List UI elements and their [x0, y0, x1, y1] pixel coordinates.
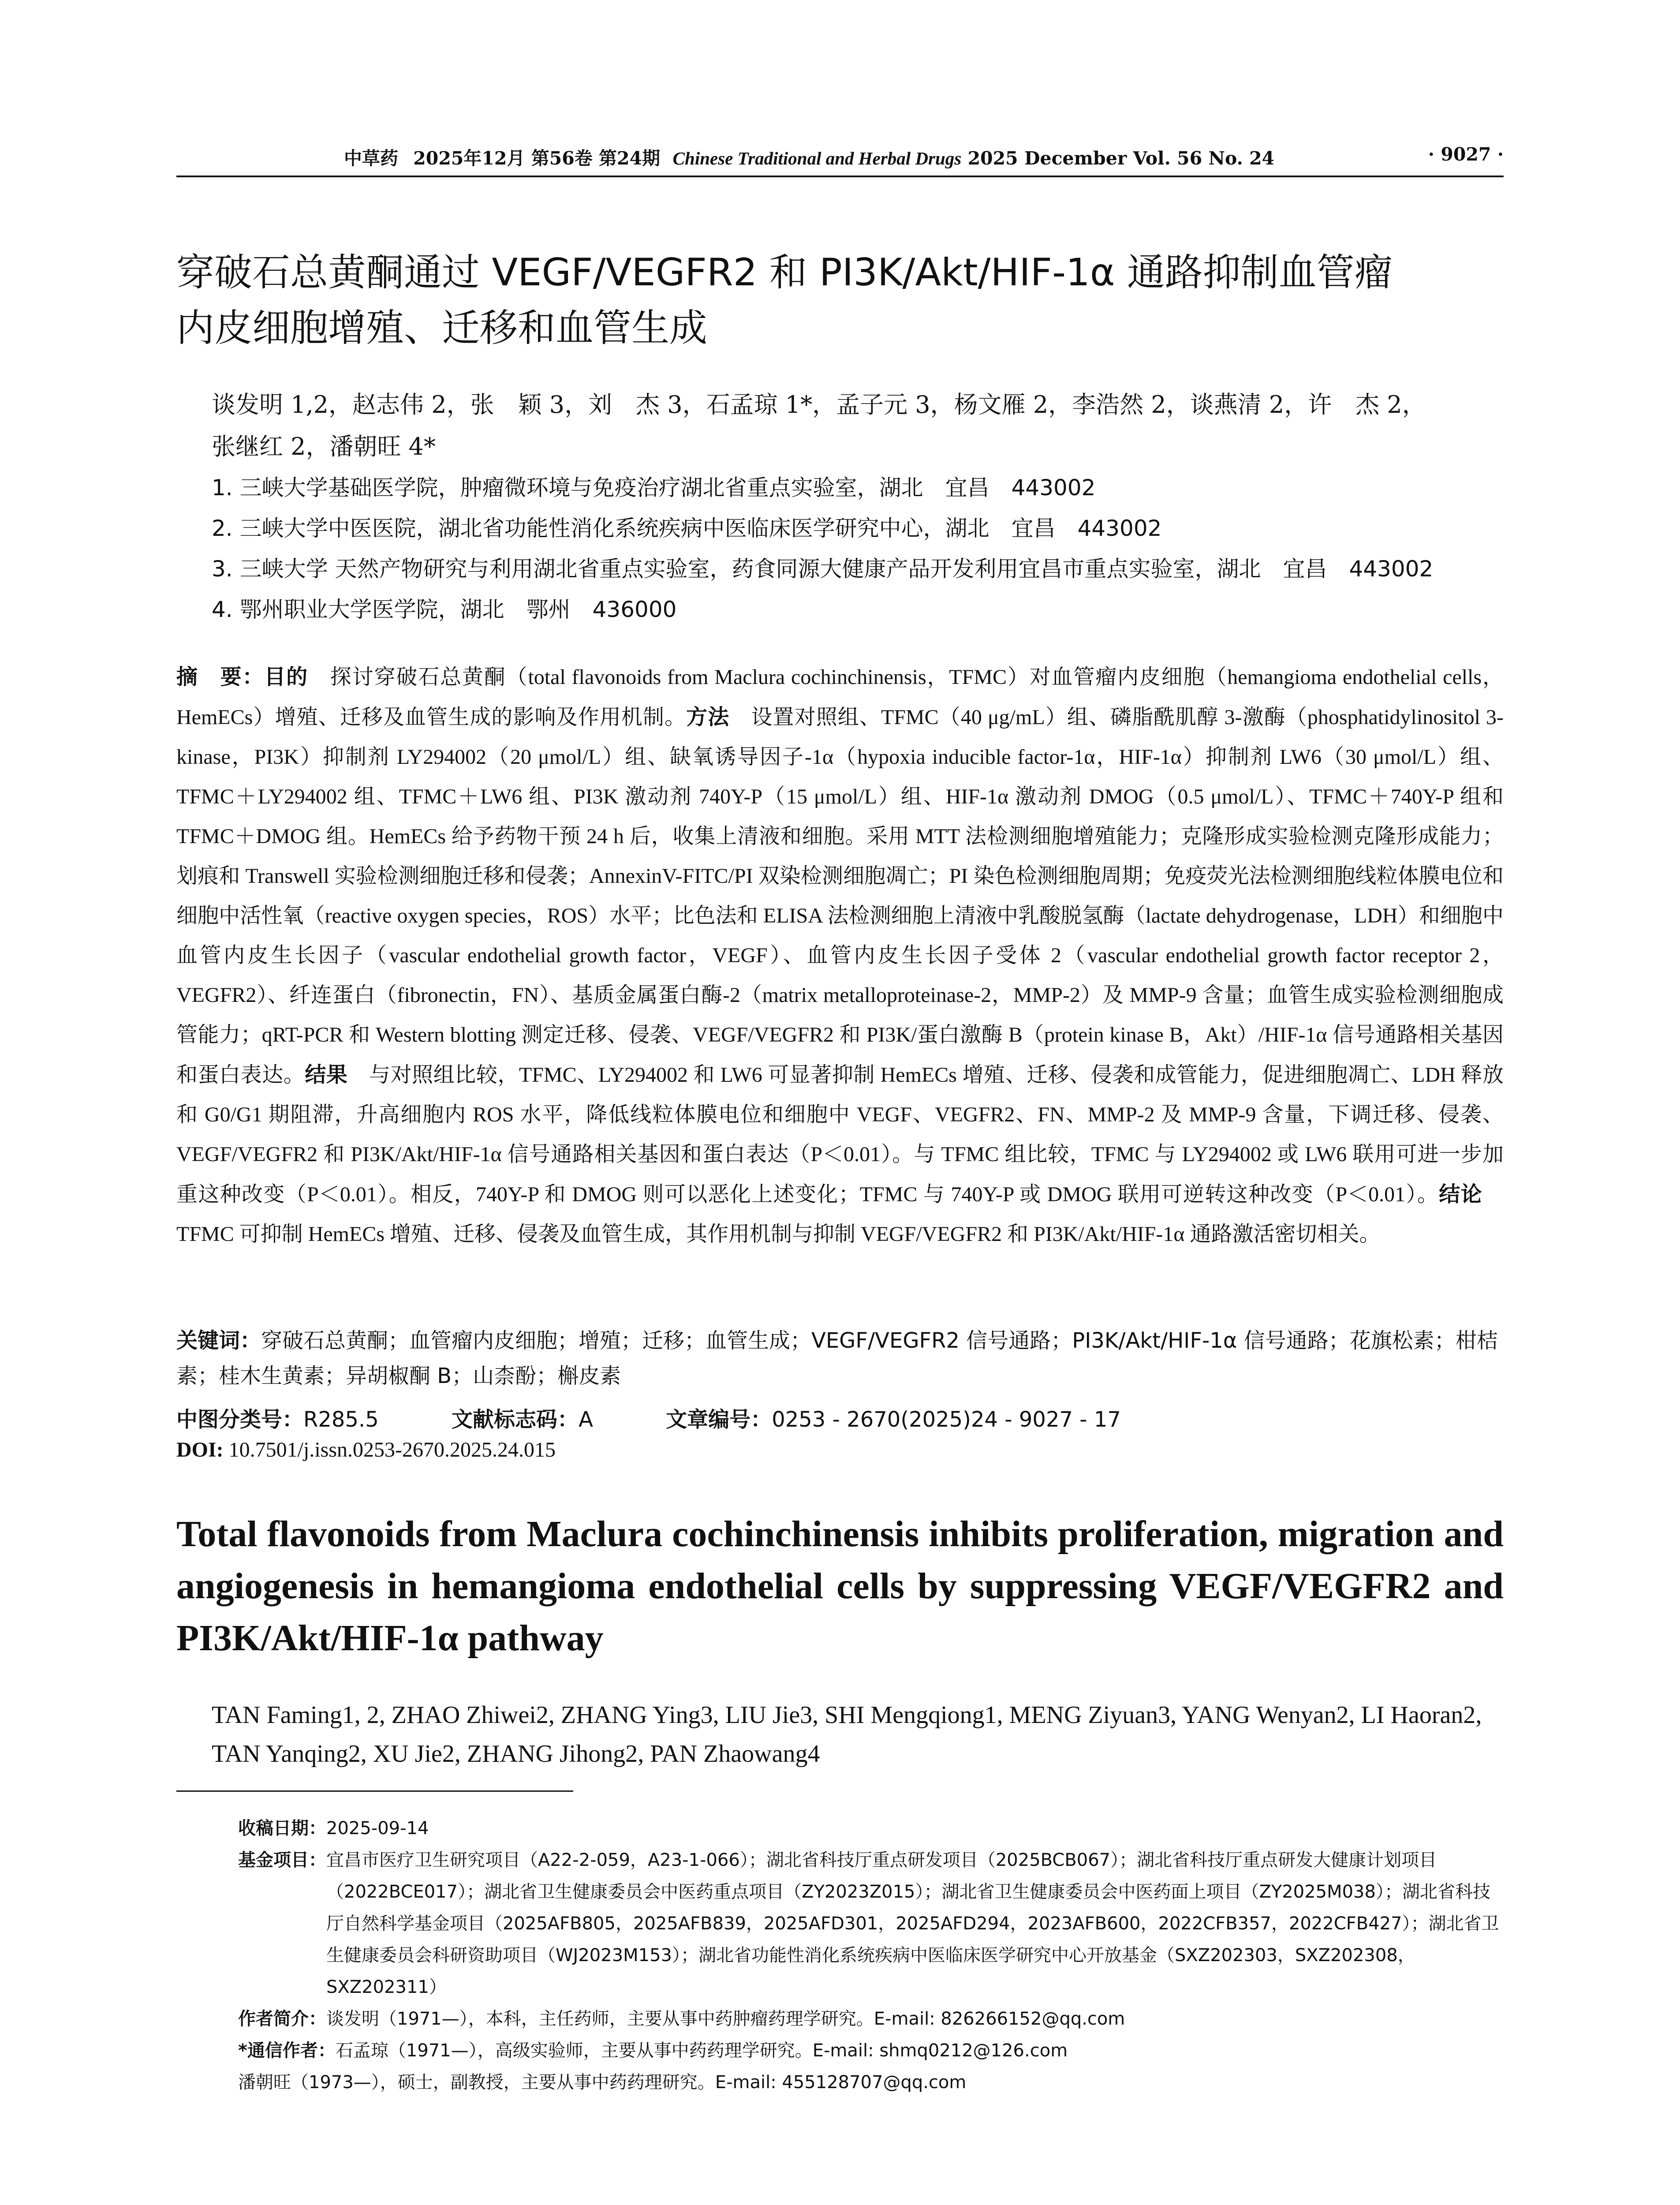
doi-value: 10.7501/j.issn.0253-2670.2025.24.015 — [228, 1438, 556, 1461]
title-en: Total flavonoids from Maclura cochinchinensis inhibits proliferation, migration and angiogenesis in hemangioma endothelial cells by suppressing VEGF/VEGFR2 and PI3K/Akt/HIF-1α pathway — [176, 1514, 1504, 1659]
authors-zh-line2: 张继红 2，潘朝旺 4* — [212, 433, 436, 460]
doc-code-label: 文献标志码： — [452, 1407, 579, 1432]
page-number: · 9027 · — [1428, 144, 1504, 165]
doi-label: DOI: — [176, 1438, 224, 1461]
affiliations — [212, 467, 1504, 630]
received-date — [238, 1813, 1504, 1844]
title-zh-line1: 穿破石总黄酮通过 VEGF/VEGFR2 和 PI3K/Akt/HIF-1α 通路抑制血管瘤 — [176, 250, 1393, 295]
corresponding-author-2 — [238, 2067, 1504, 2098]
received-value: 2025-09-14 — [326, 1818, 429, 1839]
corr-text-1: 石孟琼（1971—），高级实验师，主要从事中药药理学研究。E-mail: shmq0212@126.com — [335, 2041, 1068, 2061]
conclusion-text: TFMC 可抑制 HemECs 增殖、迁移、侵袭及血管生成，其作用机制与抑制 VEGF/VEGFR2 和 PI3K/Akt/HIF-1α 通路激活密切相关。 — [176, 1183, 1504, 1246]
authors-zh-line1: 谈发明 1,2，赵志伟 2，张 颖 3，刘 杰 3，石孟琼 1*，孟子元 3，杨文雁 2，李浩然 2，谈燕清 2，许 杰 2， — [212, 391, 1426, 419]
classification-row — [176, 1402, 1504, 1433]
corr-text-2: 潘朝旺（1973—），硕士，副教授，主要从事中药药理研究。E-mail: 455128707@qq.com — [238, 2072, 967, 2093]
bio-text: 谈发明（1971—），本科，主任药师，主要从事中药肿瘤药理学研究。E-mail: 826266152@qq.com — [326, 2009, 1125, 2029]
doc-code-value: A — [579, 1407, 593, 1432]
keywords — [176, 1323, 1504, 1394]
footnotes — [238, 1813, 1504, 2098]
authors-zh — [212, 384, 1504, 467]
received-label: 收稿日期： — [238, 1818, 326, 1839]
journal-brand: 中草药 — [344, 148, 398, 169]
issue-zh: 2025年12月 第56卷 第24期 — [413, 148, 661, 169]
title-zh-line2: 内皮细胞增殖、迁移和血管生成 — [176, 306, 707, 350]
results-text: 与对照组比较，TFMC、LY294002 和 LW6 可显著抑制 HemECs 增殖、迁移、侵袭和成管能力，促进细胞凋亡、LDH 释放和 G0/G1 期阻滞，升高细胞内 ROS 水平，降低线粒体膜电位和细胞中 VEGF、VEGFR2、FN、MMP-2 及 MMP-9 含量，下调迁移、侵袭、VEGF/VEGFR2 和 PI3K/Akt/HIF-1α 信号通路相关基因和蛋白表达（P＜0.01）。与 TFMC 组比较，TFMC 与 LY294002 或 LW6 联用可进一步加重这种改变（P＜0.01）。相反，740Y-P 和 DMOG 则可以恶化上述变化；TFMC 与 740Y-P 或 DMOG 联用可逆转这种改变（P＜0.01）。 — [176, 1063, 1504, 1206]
methods-label: 方法 — [686, 705, 730, 729]
corr-label: *通信作者： — [238, 2041, 336, 2061]
results-label: 结果 — [305, 1062, 348, 1087]
abstract-label: 摘 要： — [176, 665, 265, 689]
methods-text: 设置对照组、TFMC（40 μg/mL）组、磷脂酰肌醇 3-激酶（phosphatidylinositol 3-kinase，PI3K）抑制剂 LY294002（20 μmol/L）组、缺氧诱导因子-1α（hypoxia inducible factor-1α，HIF-1α）抑制剂 LW6（30 μmol/L）组、TFMC＋LY294002 组、TFMC＋LW6 组、PI3K 激动剂 740Y-P（15 μmol/L）组、HIF-1α 激动剂 DMOG（0.5 μmol/L）、TFMC＋740Y-P 组和 TFMC＋DMOG 组。HemECs 给予药物干预 24 h 后，收集上清液和细胞。采用 MTT 法检测细胞增殖能力；克隆形成实验检测克隆形成能力；划痕和 Transwell 实验检测细胞迁移和侵袭；AnnexinV-FITC/PI 双染检测细胞凋亡；PI 染色检测细胞周期；免疫荧光法检测细胞线粒体膜电位和细胞中活性氧（reactive oxygen species，ROS）水平；比色法和 ELISA 法检测细胞上清液中乳酸脱氢酶（lactate dehydrogenase，LDH）和细胞中血管内皮生长因子（vascular endothelial growth factor，VEGF）、血管内皮生长因子受体 2（vascular endothelial growth factor receptor 2，VEGFR2）、纤连蛋白（fibronectin，FN）、基质金属蛋白酶-2（matrix metalloproteinase-2，MMP-2）及 MMP-9 含量；血管生成实验检测细胞成管能力；qRT-PCR 和 Western blotting 测定迁移、侵袭、VEGF/VEGFR2 和 PI3K/蛋白激酶 B（protein kinase B，Akt）/HIF-1α 信号通路相关基因和蛋白表达。 — [176, 706, 1504, 1087]
footnote-rule — [176, 1790, 573, 1792]
funding — [238, 1844, 1504, 2003]
objective-text: 探讨穿破石总黄酮（total flavonoids from Maclura cochinchinensis，TFMC）对血管瘤内皮细胞（hemangioma endothelial cells，HemECs）增殖、迁移及血管生成的影响及作用机制。 — [176, 665, 1504, 729]
doi — [176, 1438, 556, 1462]
bio-label: 作者简介： — [238, 2009, 326, 2029]
objective-label: 目的 — [264, 665, 309, 689]
affiliation-4: 4. 鄂州职业大学医学院，湖北 鄂州 436000 — [212, 597, 677, 622]
affiliation-1: 1. 三峡大学基础医学院，肿瘤微环境与免疫治疗湖北省重点实验室，湖北 宜昌 443002 — [212, 475, 1096, 501]
affiliation-3: 3. 三峡大学 天然产物研究与利用湖北省重点实验室，药食同源大健康产品开发利用宜昌市重点实验室，湖北 宜昌 443002 — [212, 556, 1434, 582]
article-no-value: 0253 - 2670(2025)24 - 9027 - 17 — [772, 1407, 1121, 1432]
funding-label: 基金项目： — [238, 1850, 326, 1870]
funding-text: 宜昌市医疗卫生研究项目（A22-2-059，A23-1-066）；湖北省科技厅重点研发项目（2025BCB067）；湖北省科技厅重点研发大健康计划项目（2022BCE017）；湖北省卫生健康委员会中医药重点项目（ZY2023Z015）；湖北省卫生健康委员会中医药面上项目（ZY2025M038）；湖北省科技厅自然科学基金项目（2025AFB805，2025AFB839，2025AFD301，2025AFD294，2023AFB600，2022CFB357，2022CFB427）；湖北省卫生健康委员会科研资助项目（WJ2023M153）；湖北省功能性消化系统疾病中医临床医学研究中心开放基金（SXZ202303，SXZ202308，SXZ202311） — [326, 1850, 1499, 1997]
conclusion-label: 结论 — [1439, 1182, 1482, 1207]
article-no-label: 文章编号： — [666, 1407, 772, 1432]
abstract-zh — [176, 657, 1504, 1254]
header-rule — [176, 176, 1504, 177]
issue-en: 2025 December Vol. 56 No. 24 — [967, 148, 1275, 169]
author-bio — [238, 2003, 1504, 2035]
corresponding-author — [238, 2035, 1504, 2067]
affiliation-2: 2. 三峡大学中医医院，湖北省功能性消化系统疾病中医临床医学研究中心，湖北 宜昌 443002 — [212, 516, 1162, 541]
keywords-label: 关键词： — [176, 1328, 261, 1353]
keywords-text: 穿破石总黄酮；血管瘤内皮细胞；增殖；迁移；血管生成；VEGF/VEGFR2 信号通路；PI3K/Akt/HIF-1α 信号通路；花旗松素；柑桔素；桂木生黄素；异胡椒酮 B；山柰酚；槲皮素 — [176, 1328, 1498, 1388]
clc-value: R285.5 — [303, 1407, 379, 1432]
journal-name-en: Chinese Traditional and Herbal Drugs — [672, 148, 962, 168]
running-header — [176, 140, 1504, 180]
journal-info — [344, 144, 1274, 170]
authors-en: TAN Faming1, 2, ZHAO Zhiwei2, ZHANG Ying3, LIU Jie3, SHI Mengqiong1, MENG Ziyuan3, YANG Wenyan2, LI Haoran2, TAN Yanqing2, XU Jie2, ZHANG Jihong2, PAN Zhaowang4 — [212, 1701, 1482, 1768]
clc-label: 中图分类号： — [176, 1407, 304, 1432]
title-zh — [176, 245, 1504, 356]
